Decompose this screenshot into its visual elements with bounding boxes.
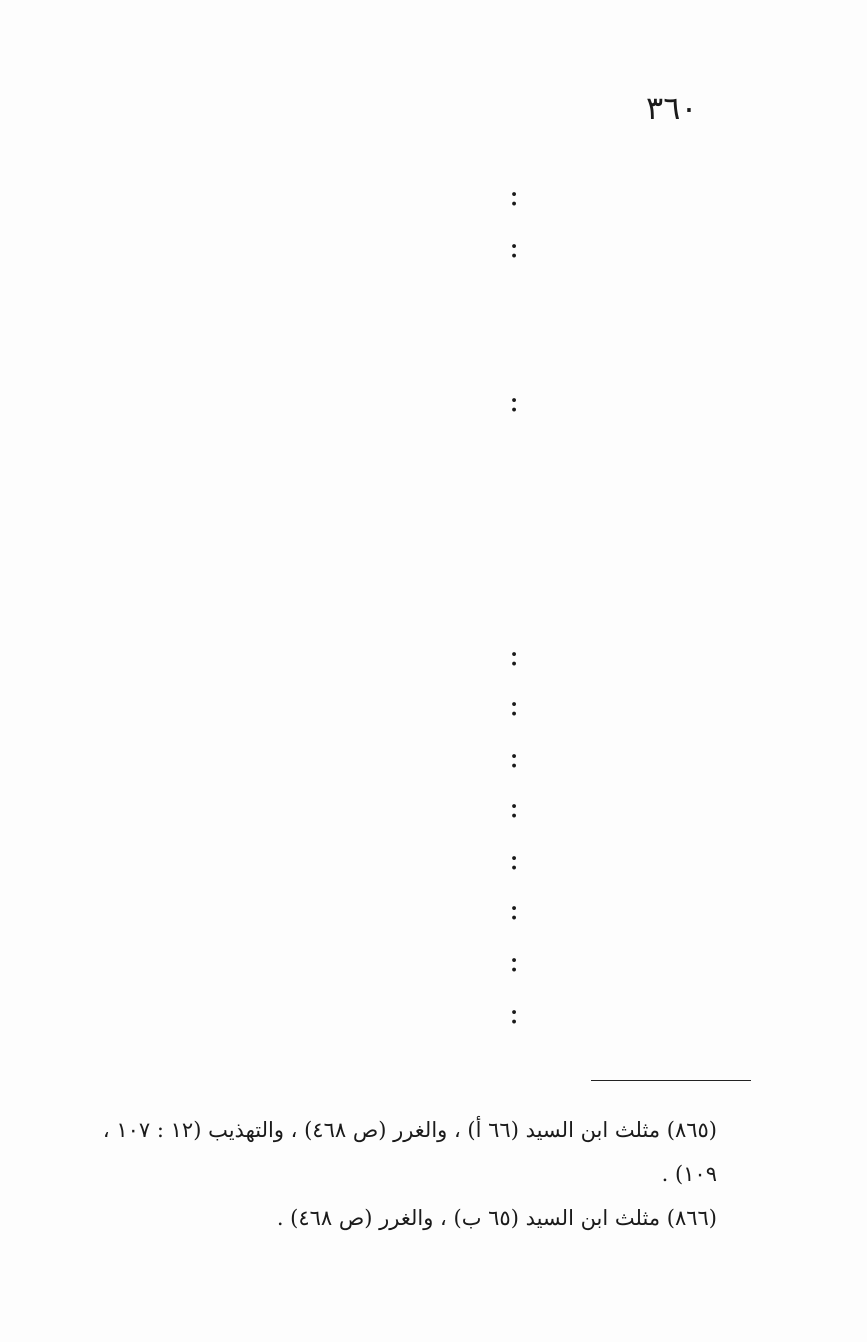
page-number: ٣٦٠ <box>646 89 698 127</box>
entry-separator: : <box>508 384 520 419</box>
footnote: (٨٦٦) مثلث ابن السيد (٦٥ ب) ، والغرر (ص ٤٦٨) . <box>276 1206 717 1230</box>
footnote: (٨٦٥) مثلث ابن السيد (٦٦ أ) ، والغرر (ص ٤٦٨) ، والتهذيب (١٢ : ١٠٧ ، ١٠٩) . <box>102 1118 717 1186</box>
entry-separator: : <box>508 996 520 1031</box>
entry-separator: : <box>508 688 520 723</box>
footnote-divider <box>591 1080 751 1081</box>
entry-separator: : <box>508 944 520 979</box>
entry-separator: : <box>508 842 520 877</box>
entry-separator: : <box>508 790 520 825</box>
entry-separator: : <box>508 740 520 775</box>
entry-separator: : <box>508 892 520 927</box>
entry-separator: : <box>508 178 520 213</box>
entry-separator: : <box>508 638 520 673</box>
entry-separator: : <box>508 230 520 265</box>
